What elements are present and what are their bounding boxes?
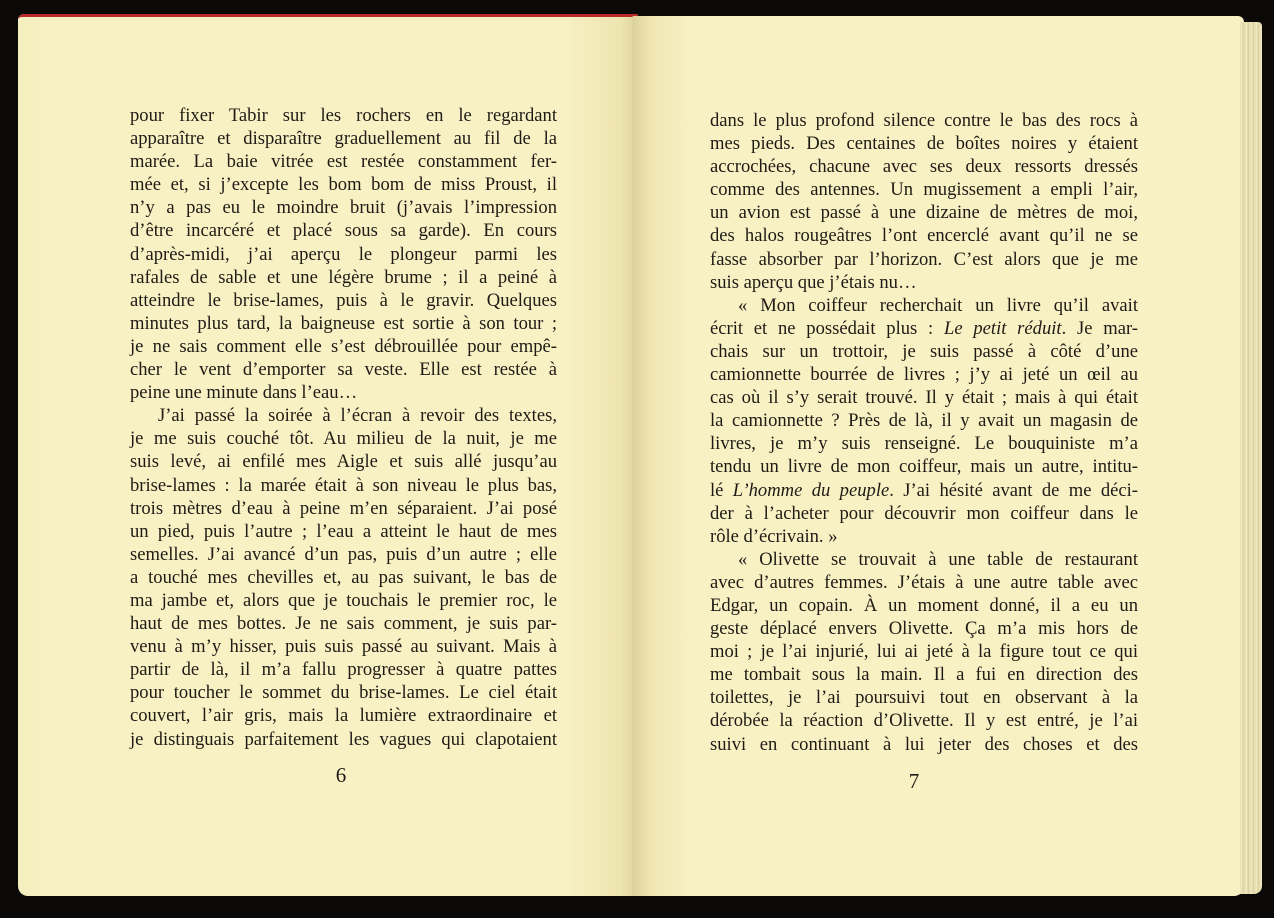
text-line: me tombait sous la main. Il a fui en direction des [710,664,1138,686]
page-number-right: 7 [908,769,920,793]
text-line: dérobée la réaction d’Olivette. Il y est entré, je l’ai [710,710,1138,732]
text-line: des halos rougeâtres l’ont encerclé avant qu’il ne se [710,225,1138,247]
text-line: der à l’acheter pour découvrir mon coiffeur dans le [710,502,1138,524]
text-line: tendu un livre de mon coiffeur, mais un autre, intitu- [710,456,1138,478]
text-segment: lé [710,479,733,501]
text-line: minutes plus tard, la baigneuse est sortie à son tour ; [130,312,557,334]
right-page-text [710,109,1138,756]
text-segment: écrit et ne possédait plus : [710,317,944,339]
text-line: pour fixer Tabir sur les rochers en le regardant [130,105,557,126]
text-line: marée. La baie vitrée est restée constamment fer- [130,151,557,173]
text-line: avec d’autres femmes. J’étais à une autre table avec [710,571,1138,593]
text-line: toilettes, je l’ai poursuivi tout en observant à la [710,687,1138,709]
text-line [710,317,1138,340]
left-page-text [130,104,557,751]
text-line: je distinguais parfaitement les vagues qui clapotaient [130,728,557,750]
text-line: apparaître et disparaître graduellement au fil de la [130,128,557,150]
text-line: Edgar, un copain. À un moment donné, il a eu un [710,594,1138,616]
text-line: a touché mes chevilles et, au pas suivant, le bas de [130,566,557,588]
text-line: rafales de sable et une légère brume ; il a peiné à [130,266,557,288]
text-line: cher le vent d’emporter sa veste. Elle est restée à [130,359,557,381]
page-edges [1240,22,1262,894]
text-line: cas où il s’y serait trouvé. Il y était ; mais à qui était [710,387,1138,409]
text-line: un pied, puis l’autre ; l’eau a atteint le haut de mes [130,520,557,542]
text-line: pour toucher le sommet du brise-lames. Le ciel était [130,682,557,704]
text-line: livres, je m’y suis renseigné. Le bouquiniste m’a [710,433,1138,455]
text-line: peine une minute dans l’eau… [130,382,358,404]
text-line: moi ; je l’ai injurié, lui ai jeté à la figure tout ce qui [710,641,1138,663]
text-line [710,479,1138,502]
text-line: suivi en continuant à lui jeter des choses et des [710,733,1138,755]
text-line: atteindre le brise-lames, puis à le gravir. Quelques [130,289,557,311]
text-line: accrochées, chacune avec ses deux ressorts dressés [710,156,1138,178]
text-line: je me suis couché tôt. Au milieu de la nuit, je me [130,428,557,450]
text-line: suis levé, ai enfilé mes Aigle et suis allé jusqu’au [130,451,557,473]
page-number-left: 6 [335,763,347,787]
text-line: d’après-midi, j’ai aperçu le plongeur parmi les [130,243,557,265]
text-line: camionnette bourrée de livres ; j’y ai jeté un œil au [710,364,1138,386]
text-line: partir de là, il m’a fallu progresser à quatre pattes [130,659,557,681]
text-line: « Mon coiffeur recherchait un livre qu’il avait [738,294,1138,316]
text-line: « Olivette se trouvait à une table de restaurant [738,548,1138,570]
text-line: geste déplacé envers Olivette. Ça m’a mis hors de [710,618,1138,640]
text-segment: . Je mar- [1061,317,1138,339]
text-line: mes pieds. Des centaines de boîtes noires y étaient [710,133,1138,155]
text-line: venu à m’y hisser, puis suis passé au suivant. Mais à [130,636,557,658]
text-line: un avion est passé à une dizaine de mètres de moi, [710,202,1138,224]
text-line: mée et, si j’excepte les bom bom de miss Proust, il [130,174,557,196]
text-line: comme des antennes. Un mugissement a empli l’air, [710,179,1138,201]
text-line: je ne sais comment elle s’est débrouillée pour empê- [130,335,557,357]
text-line: suis aperçu que j’étais nu… [710,271,917,293]
book-title-italic: L’homme du peuple [732,479,890,501]
text-line: chais sur un trottoir, je suis passé à côté d’une [710,340,1138,362]
text-line: brise-lames : la marée était à son niveau le plus bas, [130,474,557,496]
text-line: couvert, l’air gris, mais la lumière extraordinaire et [130,705,557,727]
book-title-italic: Le petit réduit [943,317,1062,339]
text-line: rôle d’écrivain. » [710,525,838,547]
text-line: n’y a pas eu le moindre bruit (j’avais l’impression [130,197,557,219]
text-line: trois mètres d’eau à peine m’en séparaient. J’ai posé [130,497,557,519]
text-line: semelles. J’ai avancé d’un pas, puis d’un autre ; elle [130,543,557,565]
text-line: la camionnette ? Près de là, il y avait un magasin de [710,410,1138,432]
text-line: fasse absorber par l’horizon. C’est alors que je me [710,248,1138,270]
text-line: J’ai passé la soirée à l’écran à revoir des textes, [158,405,557,427]
text-line: haut de mes bottes. Je ne sais comment, je suis par- [130,613,557,635]
text-line: dans le plus profond silence contre le bas des rocs à [710,110,1138,131]
text-line: d’être incarcéré et placé sous sa garde). En cours [130,220,557,242]
text-line: ma jambe et, alors que je touchais le premier roc, le [130,589,557,611]
text-segment: . J’ai hésité avant de me déci- [889,479,1138,501]
